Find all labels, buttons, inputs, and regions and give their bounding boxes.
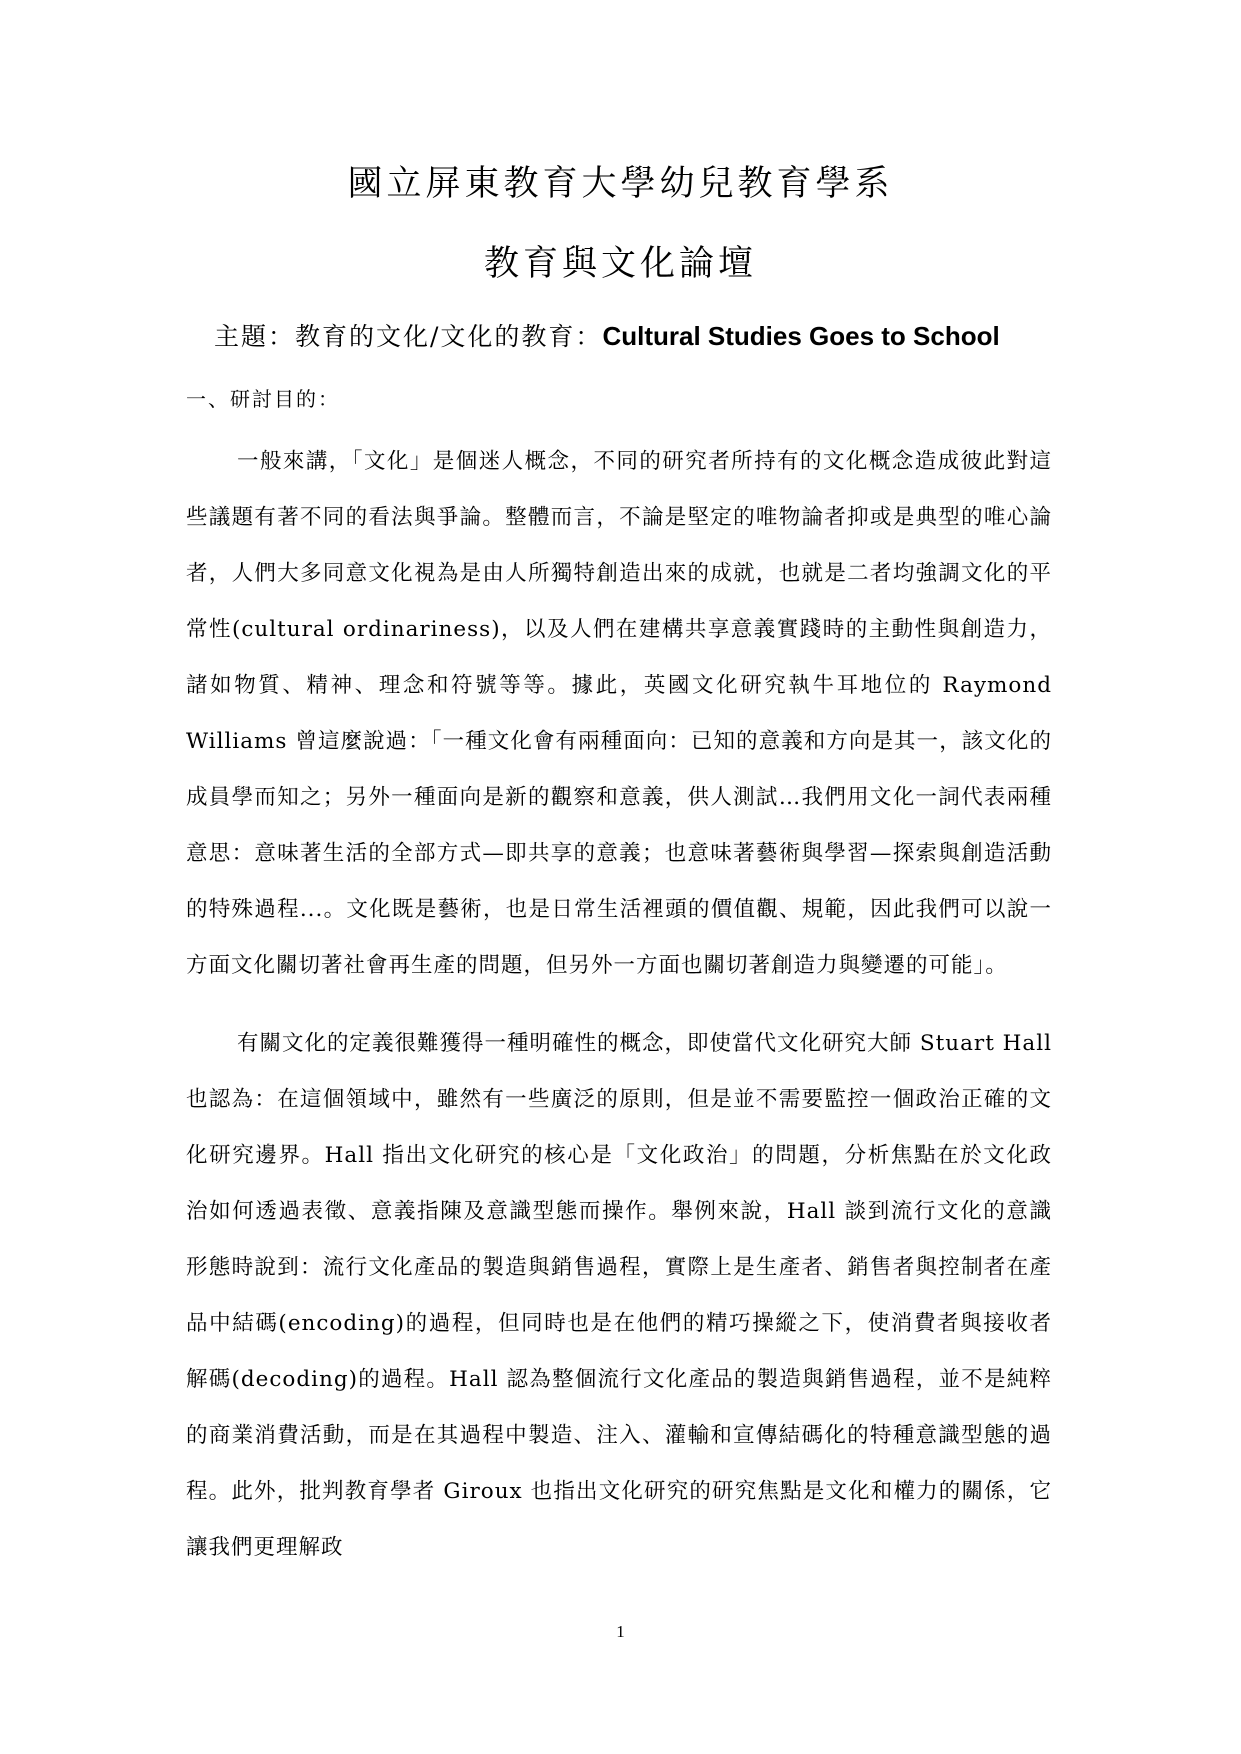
theme-prefix: 主題：教育的文化/文化的教育： bbox=[214, 322, 603, 351]
document-title: 國立屏東教育大學幼兒教育學系 bbox=[347, 164, 894, 204]
paragraph-1: 一般來講，「文化」是個迷人概念，不同的研究者所持有的文化概念造成彼此對這些議題有著不同的看法與爭論。整體而言，不論是堅定的唯物論者抑或是典型的唯心論者，人們大多同意文化視為是由人所獨特創造出來的成就，也就是二者均強調文化的平常性(cultural ordinariness)，以及人們在建構共享意義實踐時的主動性與創造力，諸如物質、精神、理念和符號等等。據此，英國文化研究執牛耳地位的 Raymond Williams 曾這麼說過：「一種文化會有兩種面向：已知的意義和方向是其一，該文化的成員學而知之；另外一種面向是新的觀察和意義，供人測試…我們用文化一詞代表兩種意思：意味著生活的全部方式—即共享的意義；也意味著藝術與學習—探索與創造活動的特殊過程...。文化既是藝術，也是日常生活裡頭的價值觀、規範，因此我們可以說一方面文化關切著社會再生產的問題，但另外一方面也關切著創造力與變遷的可能」。 bbox=[186, 449, 1052, 978]
theme-english-title: Cultural Studies Goes to School bbox=[602, 321, 1000, 351]
document-subtitle: 教育與文化論壇 bbox=[483, 244, 757, 284]
section-heading: 一、研討目的： bbox=[186, 387, 340, 411]
theme-line bbox=[214, 318, 1000, 355]
page-number: 1 bbox=[616, 1622, 625, 1641]
paragraph-2: 有關文化的定義很難獲得一種明確性的概念，即使當代文化研究大師 Stuart Hall 也認為：在這個領域中，雖然有一些廣泛的原則，但是並不需要監控一個政治正確的文化研究邊界。Hall 指出文化研究的核心是「文化政治」的問題，分析焦點在於文化政治如何透過表徵、意義指陳及意識型態而操作。舉例來說，Hall 談到流行文化的意識形態時說到：流行文化產品的製造與銷售過程，實際上是生產者、銷售者與控制者在產品中結碼(encoding)的過程，但同時也是在他們的精巧操縱之下，使消費者與接收者解碼(decoding)的過程。Hall 認為整個流行文化產品的製造與銷售過程，並不是純粹的商業消費活動，而是在其過程中製造、注入、灌輸和宣傳結碼化的特種意識型態的過程。此外，批判教育學者 Giroux 也指出文化研究的研究焦點是文化和權力的關係，它讓我們更理解政 bbox=[186, 1031, 1052, 1560]
